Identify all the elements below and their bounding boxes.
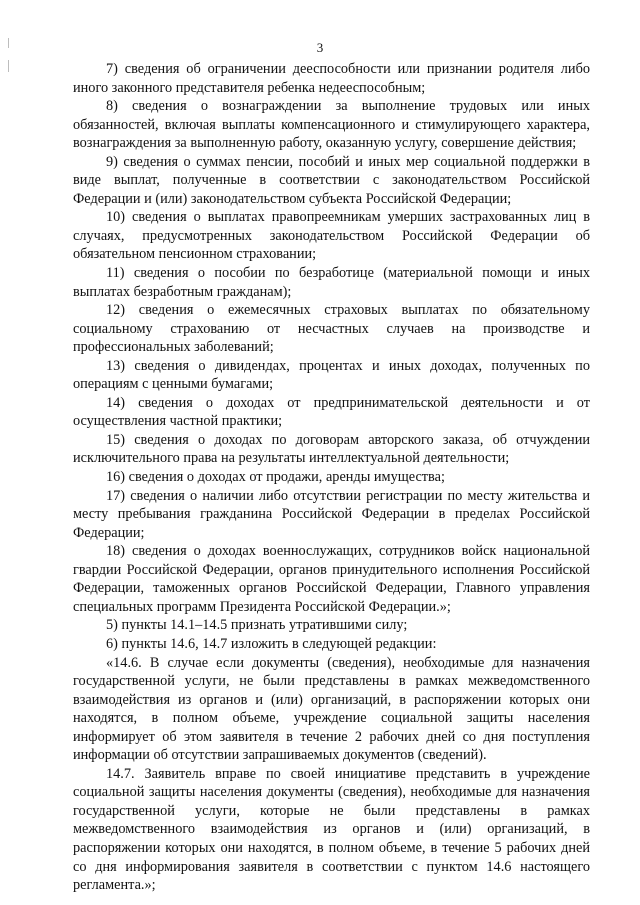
amendment-clause-6: 6) пункты 14.6, 14.7 изложить в следующей редакции:	[106, 635, 437, 652]
page-number: 3	[316, 40, 324, 55]
paragraph-item-13: 13) сведения о дивидендах, процентах и иных доходах, полученных по операциям с ценными бумагами;	[73, 357, 590, 393]
paragraph-item-7: 7) сведения об ограничении дееспособности или признании родителя либо иного законного представителя ребенка недееспособным;	[73, 61, 590, 96]
paragraph-item-9: 9) сведения о суммах пенсии, пособий и иных мер социальной поддержки в виде выплат, полученные в соответствии с законодательством Российской Федерации и (или) законодательством субъекта Российской Федерации;	[73, 153, 590, 207]
paragraph-item-18: 18) сведения о доходах военнослужащих, сотрудников войск национальной гвардии Российской Федерации, органов принудительного исполнения Российской Федерации, таможенных органов Российской Федерации, Главного управления специальных программ Президента Российской Федерации.»;	[73, 543, 590, 615]
amendment-clause-5: 5) пункты 14.1–14.5 признать утратившими силу;	[106, 617, 408, 634]
paragraph-item-16: 16) сведения о доходах от продажи, аренды имущества;	[106, 469, 445, 486]
scan-edge-mark	[8, 60, 9, 72]
paragraph-item-14: 14) сведения о доходах от предпринимательской деятельности и от осуществления частной практики;	[73, 394, 590, 430]
paragraph-item-12: 12) сведения о ежемесячных страховых выплатах по обязательному социальному страхованию от несчастных случаев на производстве и профессиональных заболеваний;	[73, 302, 590, 356]
paragraph-item-8: 8) сведения о вознаграждении за выполнение трудовых или иных обязанностей, включая выплаты компенсационного и стимулирующего характера, вознаграждения за выполненную работу, оказанную услугу, совершение действия;	[73, 98, 590, 152]
section-14-6: «14.6. В случае если документы (сведения), необходимые для назначения государственной услуги, не были представлены в рамках межведомственного взаимодействия из органов и (или) организаций, в распоряжении которых они находятся, в полном объеме, учреждение социальной защиты населения информирует об этом заявителя в течение 2 рабочих дней со дня поступления информации об отсутствии запрашиваемых документов (сведений).	[73, 654, 590, 764]
paragraph-item-11: 11) сведения о пособии по безработице (материальной помощи и иных выплатах безработным гражданам);	[73, 265, 590, 300]
document-body	[73, 60, 590, 895]
paragraph-item-17: 17) сведения о наличии либо отсутствии регистрации по месту жительства и месту пребывания гражданина Российской Федерации в пределах Российской Федерации;	[73, 487, 590, 541]
paragraph-item-15: 15) сведения о доходах по договорам авторского заказа, об отчуждении исключительного права на результаты интеллектуальной деятельности;	[73, 431, 590, 467]
paragraph-item-10: 10) сведения о выплатах правопреемникам умерших застрахованных лиц в случаях, предусмотренных законодательством Российской Федерации об обязательном пенсионном страховании;	[73, 209, 590, 263]
section-14-7: 14.7. Заявитель вправе по своей инициативе представить в учреждение социальной защиты населения документы (сведения), необходимые для назначения государственной услуги, которые не были представлены в рамках межведомственного взаимодействия из органов и (или) организаций, в распоряжении которых они находятся, в полном объеме, в течение 5 рабочих дней со дня информирования заявителя в соответствии с пунктом 14.6 настоящего регламента.»;	[73, 765, 590, 894]
